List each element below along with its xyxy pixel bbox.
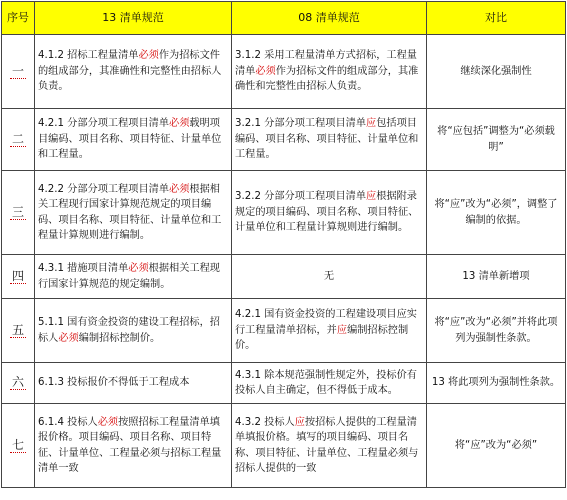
row-seq-label: 六: [11, 375, 24, 390]
spec13-text-rest: 载明项目编码、项目名称、项目特征、计量单位和工程量。: [38, 118, 222, 161]
spec08-highlight: 必须: [255, 65, 276, 77]
row-seq: [2, 404, 35, 488]
spec13-text: 6.1.3 投标报价不得低于工程成本: [38, 377, 190, 389]
row-seq: [2, 171, 35, 255]
spec08-cell: [232, 171, 427, 255]
spec13-highlight: 必须: [169, 183, 190, 195]
spec08-highlight: 应: [366, 118, 377, 130]
header-13-spec: 13 清单规范: [35, 2, 232, 35]
spec13-cell: [35, 255, 232, 299]
table-row: [2, 363, 566, 404]
spec08-text: 4.3.1 除本规范强制性规定外，投标价有投标人自主确定，但不得低于成本。: [235, 369, 417, 396]
row-seq: [2, 109, 35, 171]
spec13-text-rest: 根据相关工程现行国家计算规范规定的项目编码、项目名称、项目特征、计量单位和工程量计算规则进行编制。: [38, 183, 222, 241]
spec08-text-rest: 编制招标控制价。: [235, 324, 409, 352]
spec08-text-rest: 作为招标文件的组成部分，其准确性和完整性由招标人负责。: [235, 65, 419, 93]
comparison-cell: 将“应包括”调整为“必须载明”: [427, 109, 566, 171]
spec13-highlight: 必须: [169, 118, 190, 130]
spec13-cell: [35, 404, 232, 488]
spec08-text: 无: [323, 270, 335, 282]
spec13-highlight: 必须: [128, 263, 149, 274]
comparison-cell: 13 将此项列为强制性条款。: [427, 363, 566, 404]
table-row: [2, 109, 566, 171]
spec13-cell: [35, 109, 232, 171]
table-row: [2, 35, 566, 109]
spec08-cell: [232, 109, 427, 171]
spec08-highlight: 应: [366, 191, 377, 203]
table-row: [2, 171, 566, 255]
spec13-cell: [35, 171, 232, 255]
row-seq-label: 三: [11, 204, 24, 219]
spec08-text-rest: 根据附录规定的项目编码、项目名称、项目特征、计量单位和工程量计算规则进行编制。: [235, 191, 419, 234]
spec13-cell: [35, 299, 232, 363]
spec13-text: 4.3.1 措施项目清单: [38, 263, 129, 274]
row-seq-label: 四: [11, 268, 24, 283]
header-row: [2, 2, 566, 35]
spec13-text-rest: 按照招标工程量清单填报价格。项目编码、项目名称、项目特征、计量单位、工程量必须与招标工程量清单一致: [38, 416, 222, 474]
spec13-text: 4.2.1 分部分项工程项目清单: [38, 118, 170, 130]
comparison-cell: 将“应”改为“必须”: [427, 404, 566, 488]
spec08-text: 4.2.1 国有资金投资的工程建设项目应实行工程量清单招标，并: [235, 309, 417, 336]
row-seq: [2, 363, 35, 404]
spec08-cell: [232, 35, 427, 109]
spec08-text-rest: 按招标人提供的工程量清单填报价格。填写的项目编码、项目名称、项目特征、计量单位、工程量必须与招标人提供的一致: [235, 416, 419, 474]
spec08-cell: [232, 363, 427, 404]
comparison-cell: 13 清单新增项: [427, 255, 566, 299]
table-row: [2, 255, 566, 299]
row-seq: [2, 299, 35, 363]
spec08-highlight: 应: [336, 324, 348, 336]
header-comparison: 对比: [427, 2, 566, 35]
spec13-text: 6.1.4 投标人: [38, 416, 98, 428]
spec08-cell: [232, 299, 427, 363]
spec13-highlight: 必须: [138, 50, 159, 62]
row-seq: [2, 35, 35, 109]
spec08-text: 3.1.2 采用工程量清单方式招标，工程量清单: [235, 50, 417, 77]
table-row: [2, 404, 566, 488]
row-seq-label: 五: [11, 322, 24, 337]
spec08-text: 3.2.1 分部分项工程项目清单: [235, 118, 367, 130]
spec08-text: 3.2.2 分部分项工程项目清单: [235, 191, 367, 203]
row-seq-label: 二: [11, 131, 24, 146]
header-08-spec: 08 清单规范: [232, 2, 427, 35]
comparison-cell: 将“应”改为“必须”，调整了编制的依据。: [427, 171, 566, 255]
spec08-cell: [232, 255, 427, 299]
spec13-highlight: 必须: [97, 416, 119, 428]
spec13-text: 4.2.2 分部分项工程项目清单: [38, 183, 170, 195]
row-seq-label: 七: [11, 437, 24, 452]
spec08-text-rest: 包括项目编码、项目名称、项目特征、计量单位和工程量。: [235, 118, 419, 161]
comparison-cell: 继续深化强制性: [427, 35, 566, 109]
spec13-highlight: 必须: [58, 332, 79, 344]
spec13-text: 4.1.2 招标工程量清单: [38, 50, 139, 62]
row-seq-label: 一: [11, 63, 24, 78]
comparison-cell: 将“应”改为“必须”并将此项列为强制性条款。: [427, 299, 566, 363]
spec13-text-rest: 编制招标控制价。: [78, 332, 161, 344]
comparison-table: [1, 1, 566, 488]
spec13-text-rest: 根据相关工程现行国家计算规范的规定编制。: [38, 263, 220, 290]
row-seq: [2, 255, 35, 299]
spec13-text: 5.1.1 国有资金投资的建设工程招标，招标人: [38, 317, 220, 344]
spec08-cell: [232, 404, 427, 488]
spec13-text-rest: 作为招标文件的组成部分，其准确性和完整性由招标人负责。: [38, 50, 222, 93]
spec08-text: 4.3.2 投标人: [235, 416, 295, 428]
spec08-highlight: 应: [294, 416, 305, 428]
spec13-cell: [35, 363, 232, 404]
table-row: [2, 299, 566, 363]
header-seq: 序号: [2, 2, 35, 35]
spec13-cell: [35, 35, 232, 109]
